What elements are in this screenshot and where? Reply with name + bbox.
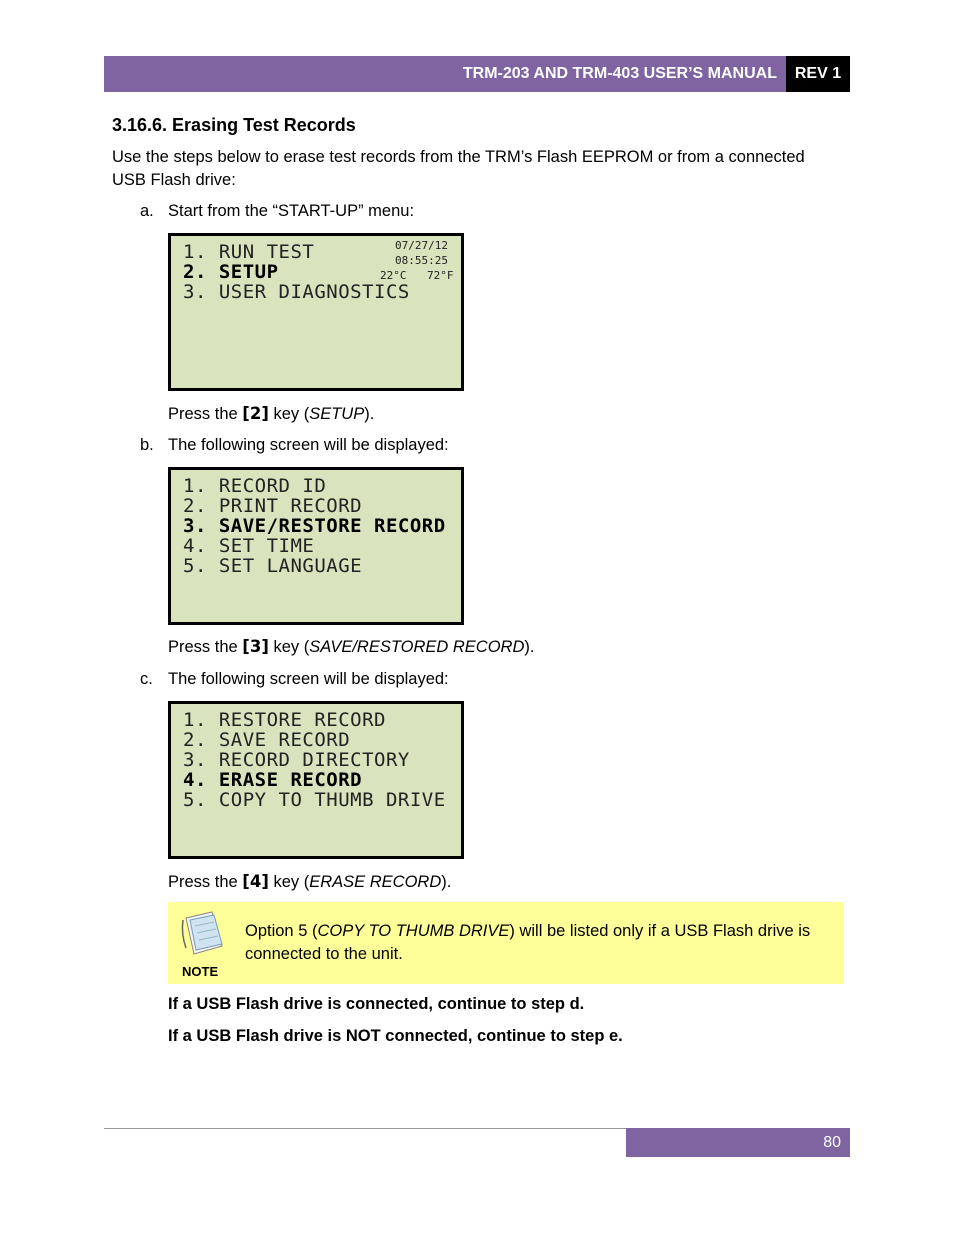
note-label: NOTE xyxy=(182,964,219,979)
instruction-text: ). xyxy=(364,405,375,423)
note-option-name: COPY TO THUMB DRIVE xyxy=(317,922,510,940)
step-b-text: The following screen will be displayed: xyxy=(168,436,449,454)
instruction-text: ). xyxy=(524,638,535,656)
lcd-line: 1. RUN TEST xyxy=(183,241,315,263)
footer-divider xyxy=(104,1128,626,1129)
lcd-startup-menu xyxy=(168,233,464,391)
instruction-text: Press the xyxy=(168,638,243,656)
revision-badge: REV 1 xyxy=(786,56,850,92)
condition-not-connected: If a USB Flash drive is NOT connected, continue to step e. xyxy=(168,1027,623,1045)
step-c-instruction xyxy=(168,872,451,892)
step-a-text: Start from the “START-UP” menu: xyxy=(168,202,415,220)
key-label: [2] xyxy=(242,404,269,423)
lcd-line-selected: 3. SAVE/RESTORE RECORD xyxy=(183,515,446,537)
lcd-line: 3. USER DIAGNOSTICS xyxy=(183,281,410,303)
intro-paragraph: Use the steps below to erase test records from the TRM’s Flash EEPROM or from a connected USB Flash drive: xyxy=(112,148,805,189)
footer-bar xyxy=(626,1128,850,1157)
section-title: 3.16.6. Erasing Test Records xyxy=(112,115,356,135)
step-a-label: a. xyxy=(140,202,154,220)
step-b-label: b. xyxy=(140,436,154,454)
note-box xyxy=(168,902,844,984)
lcd-line: 5. SET LANGUAGE xyxy=(183,555,363,577)
lcd-line: 1. RESTORE RECORD xyxy=(183,709,386,731)
lcd-date: 07/27/12 xyxy=(395,239,448,252)
step-b-instruction xyxy=(168,637,534,657)
lcd-line: 2. PRINT RECORD xyxy=(183,495,363,517)
lcd-save-restore-menu xyxy=(168,701,464,859)
header-bar xyxy=(104,56,786,92)
lcd-line: 1. RECORD ID xyxy=(183,475,327,497)
lcd-line: 2. SAVE RECORD xyxy=(183,729,351,751)
step-a-instruction xyxy=(168,404,374,424)
notepad-icon xyxy=(178,908,228,956)
instruction-text: ). xyxy=(441,873,452,891)
option-name: SETUP xyxy=(309,405,365,423)
option-name: SAVE/RESTORED RECORD xyxy=(309,638,525,656)
lcd-line: 3. RECORD DIRECTORY xyxy=(183,749,410,771)
note-text xyxy=(245,920,825,966)
step-c-text: The following screen will be displayed: xyxy=(168,670,449,688)
step-c-label: c. xyxy=(140,670,153,688)
lcd-line: 5. COPY TO THUMB DRIVE xyxy=(183,789,446,811)
instruction-text: key ( xyxy=(268,638,310,656)
condition-connected: If a USB Flash drive is connected, continue to step d. xyxy=(168,995,585,1013)
key-label: [3] xyxy=(242,637,269,656)
lcd-temp-f: 72°F xyxy=(427,269,454,282)
lcd-temp-c: 22°C xyxy=(380,269,407,282)
lcd-line-selected: 2. SETUP xyxy=(183,261,279,283)
lcd-setup-menu xyxy=(168,467,464,625)
instruction-text: Press the xyxy=(168,405,243,423)
instruction-text: Press the xyxy=(168,873,243,891)
key-label: [4] xyxy=(242,872,269,891)
page-number: 80 xyxy=(823,1133,841,1151)
lcd-line: 4. SET TIME xyxy=(183,535,315,557)
option-name: ERASE RECORD xyxy=(309,873,442,891)
note-text-part: Option 5 ( xyxy=(245,922,318,940)
manual-title: TRM-203 AND TRM-403 USER’S MANUAL xyxy=(462,65,777,82)
lcd-line-selected: 4. ERASE RECORD xyxy=(183,769,363,791)
instruction-text: key ( xyxy=(268,405,310,423)
note-text-part: ) will be listed only if a USB Flash drive is connected to the unit. xyxy=(245,922,811,963)
lcd-time: 08:55:25 xyxy=(395,254,448,267)
instruction-text: key ( xyxy=(268,873,310,891)
